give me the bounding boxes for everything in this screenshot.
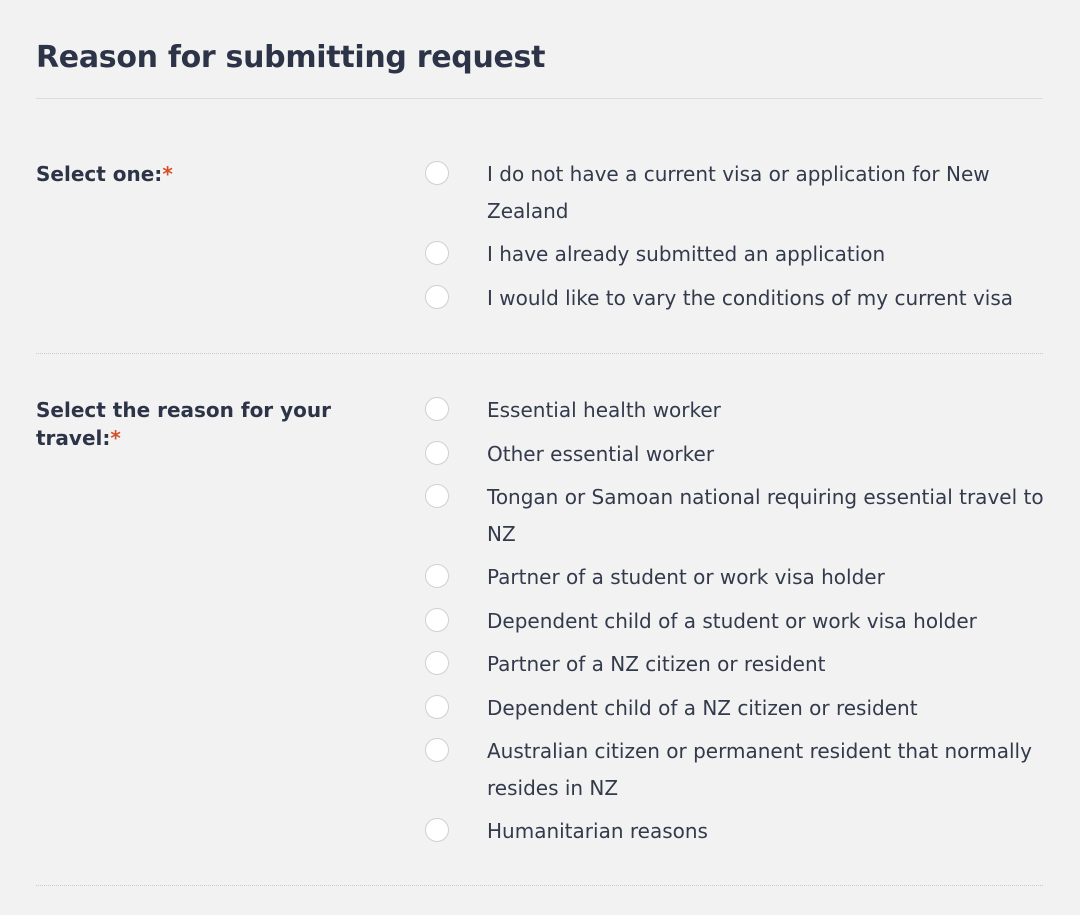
radio-option-label: Dependent child of a NZ citizen or resident [487,695,918,720]
radio-option-label: Other essential worker [487,441,715,466]
radio-option-essential-health-worker[interactable] [424,392,1044,429]
divider [36,98,1043,99]
radio-option-other-essential-worker[interactable] [424,436,1044,473]
section-title: Reason for submitting request [36,40,546,75]
radio-option-label: Humanitarian reasons [487,819,708,843]
select-one-radio-group [424,156,1044,323]
radio-option-partner-nz-citizen[interactable] [424,646,1044,683]
radio-button[interactable] [425,161,449,185]
radio-button[interactable] [425,608,449,632]
radio-button[interactable] [425,441,449,465]
radio-button[interactable] [425,564,449,588]
travel-reason-label [36,396,366,452]
required-asterisk: * [110,426,121,450]
radio-button[interactable] [425,818,449,842]
radio-button[interactable] [425,695,449,719]
radio-option-label: I have already submitted an application [487,242,886,266]
radio-option-label: Tongan or Samoan national requiring essential travel to NZ [487,485,1044,546]
radio-option-label: I do not have a current visa or application for New Zealand [487,162,990,223]
radio-option-partner-student-work-visa[interactable] [424,559,1044,596]
divider [36,353,1043,354]
divider [36,885,1043,886]
radio-option-humanitarian[interactable] [424,813,1044,850]
radio-option-label: Dependent child of a student or work visa holder [487,608,977,633]
select-one-label-text: Select one: [36,162,163,186]
radio-button[interactable] [425,484,449,508]
radio-button[interactable] [425,285,449,309]
radio-button[interactable] [425,651,449,675]
travel-reason-label-text: Select the reason for your travel: [36,398,332,450]
radio-option-no-current-visa[interactable] [424,156,1044,229]
radio-option-label: I would like to vary the conditions of my current visa [487,285,1014,310]
radio-option-vary-conditions[interactable] [424,280,1044,317]
radio-button[interactable] [425,738,449,762]
radio-button[interactable] [425,241,449,265]
radio-option-child-nz-citizen[interactable] [424,690,1044,727]
select-one-label [36,160,366,188]
radio-option-australian-citizen[interactable] [424,733,1044,806]
radio-option-already-submitted[interactable] [424,236,1044,273]
travel-reason-radio-group [424,392,1044,857]
radio-option-label: Australian citizen or permanent resident that normally resides in NZ [487,739,1032,800]
required-asterisk: * [162,162,173,186]
radio-option-child-student-work-visa[interactable] [424,603,1044,640]
radio-option-label: Essential health worker [487,398,721,422]
radio-option-tongan-samoan-national[interactable] [424,479,1044,552]
radio-option-label: Partner of a student or work visa holder [487,565,885,589]
radio-button[interactable] [425,397,449,421]
radio-option-label: Partner of a NZ citizen or resident [487,652,826,676]
